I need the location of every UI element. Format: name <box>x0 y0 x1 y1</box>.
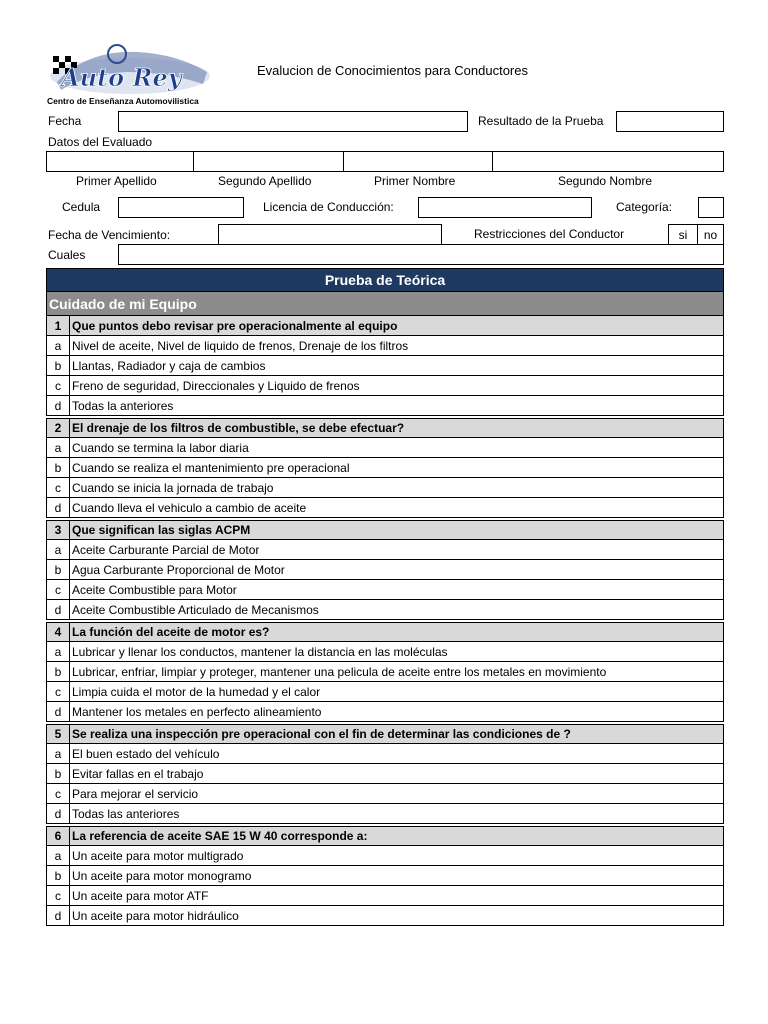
option-letter: d <box>47 600 70 619</box>
answer-option-row[interactable] <box>46 438 724 458</box>
option-letter: d <box>47 804 70 823</box>
option-letter: a <box>47 642 70 661</box>
test-banner: Prueba de Teórica <box>46 268 724 292</box>
option-text: Todas la anteriores <box>72 398 174 413</box>
answer-option-row[interactable] <box>46 702 724 722</box>
question-number: 5 <box>47 725 70 743</box>
question-text: La referencia de aceite SAE 15 W 40 corresponde a: <box>72 829 368 843</box>
resultado-field[interactable] <box>616 111 724 132</box>
answer-option-row[interactable] <box>46 866 724 886</box>
option-letter: c <box>47 580 70 599</box>
answer-option-row[interactable] <box>46 886 724 906</box>
option-text: Un aceite para motor monogramo <box>72 868 252 883</box>
answer-option-row[interactable] <box>46 846 724 866</box>
answer-option-row[interactable] <box>46 744 724 764</box>
option-text: Evitar fallas en el trabajo <box>72 766 204 781</box>
option-letter: a <box>47 336 70 355</box>
question-number: 4 <box>47 623 70 641</box>
option-letter: b <box>47 764 70 783</box>
no-option[interactable]: no <box>697 224 724 245</box>
option-text: Cuando se termina la labor diaria <box>72 440 249 455</box>
primer-nombre-label: Primer Nombre <box>374 174 456 188</box>
datos-label: Datos del Evaluado <box>48 135 153 149</box>
option-letter: d <box>47 396 70 415</box>
question-text: Que significan las siglas ACPM <box>72 523 251 537</box>
answer-option-row[interactable] <box>46 396 724 416</box>
segundo-apellido-field[interactable] <box>193 151 344 172</box>
primer-apellido-field[interactable] <box>46 151 194 172</box>
restricciones-label: Restricciones del Conductor <box>474 227 625 241</box>
answer-option-row[interactable] <box>46 906 724 926</box>
licencia-field[interactable] <box>418 197 592 218</box>
primer-apellido-label: Primer Apellido <box>76 174 157 188</box>
answer-option-row[interactable] <box>46 580 724 600</box>
option-text: Aceite Combustible Articulado de Mecanismos <box>72 602 319 617</box>
question-row <box>46 724 724 744</box>
segundo-nombre-field[interactable] <box>492 151 724 172</box>
option-text: Un aceite para motor ATF <box>72 888 209 903</box>
question-number: 2 <box>47 419 70 437</box>
option-text: Freno de seguridad, Direccionales y Liquido de frenos <box>72 378 360 393</box>
answer-option-row[interactable] <box>46 662 724 682</box>
cuales-field[interactable] <box>118 244 724 265</box>
option-text: Un aceite para motor hidráulico <box>72 908 239 923</box>
option-letter: a <box>47 744 70 763</box>
section-header: Cuidado de mi Equipo <box>46 292 724 316</box>
option-letter: d <box>47 498 70 517</box>
fecha-label: Fecha <box>48 114 82 128</box>
segundo-nombre-label: Segundo Nombre <box>558 174 653 188</box>
svg-text:Auto Rey: Auto Rey <box>61 63 182 92</box>
answer-option-row[interactable] <box>46 560 724 580</box>
answer-option-row[interactable] <box>46 376 724 396</box>
cuales-label: Cuales <box>48 248 86 262</box>
question-text: El drenaje de los filtros de combustible, se debe efectuar? <box>72 421 405 435</box>
question-number: 1 <box>47 316 70 335</box>
option-letter: c <box>47 478 70 497</box>
option-letter: c <box>47 784 70 803</box>
option-letter: d <box>47 906 70 925</box>
option-text: Cuando se inicia la jornada de trabajo <box>72 480 274 495</box>
question-text: Que puntos debo revisar pre operacionalmente al equipo <box>72 318 398 333</box>
question-row <box>46 622 724 642</box>
question-row <box>46 316 724 336</box>
answer-option-row[interactable] <box>46 642 724 662</box>
primer-nombre-field[interactable] <box>343 151 493 172</box>
option-text: Un aceite para motor multigrado <box>72 848 244 863</box>
categoria-label: Categoría: <box>616 200 673 214</box>
answer-option-row[interactable] <box>46 356 724 376</box>
option-letter: b <box>47 560 70 579</box>
categoria-field[interactable] <box>698 197 724 218</box>
option-letter: c <box>47 376 70 395</box>
resultado-label: Resultado de la Prueba <box>478 114 604 128</box>
option-letter: a <box>47 438 70 457</box>
option-letter: a <box>47 846 70 865</box>
option-text: Para mejorar el servicio <box>72 786 199 801</box>
vencimiento-field[interactable] <box>218 224 442 245</box>
option-text: Todas las anteriores <box>72 806 180 821</box>
option-text: Aceite Combustible para Motor <box>72 582 237 597</box>
segundo-apellido-label: Segundo Apellido <box>218 174 312 188</box>
cedula-label: Cedula <box>62 200 101 214</box>
cedula-field[interactable] <box>118 197 244 218</box>
question-number: 3 <box>47 521 70 539</box>
option-text: Mantener los metales en perfecto alineamiento <box>72 704 322 719</box>
option-text: Lubricar, enfriar, limpiar y proteger, mantener una pelicula de aceite entre los metales en movimiento <box>72 664 607 679</box>
answer-option-row[interactable] <box>46 804 724 824</box>
option-text: Nivel de aceite, Nivel de liquido de frenos, Drenaje de los filtros <box>72 338 409 353</box>
option-text: Agua Carburante Proporcional de Motor <box>72 562 285 577</box>
option-letter: c <box>47 886 70 905</box>
option-letter: b <box>47 356 70 375</box>
option-letter: b <box>47 662 70 681</box>
question-row <box>46 418 724 438</box>
answer-option-row[interactable] <box>46 540 724 560</box>
question-number: 6 <box>47 827 70 845</box>
logo-graphic <box>47 42 213 98</box>
question-text: Se realiza una inspección pre operacional con el fin de determinar las condiciones de ? <box>72 727 571 741</box>
option-letter: a <box>47 540 70 559</box>
option-letter: b <box>47 866 70 885</box>
fecha-field[interactable] <box>118 111 468 132</box>
question-text: La función del aceite de motor es? <box>72 625 270 639</box>
option-letter: c <box>47 682 70 701</box>
answer-option-row[interactable] <box>46 682 724 702</box>
option-letter: b <box>47 458 70 477</box>
answer-option-row[interactable] <box>46 600 724 620</box>
answer-option-row[interactable] <box>46 478 724 498</box>
vencimiento-label: Fecha de Vencimiento: <box>48 228 171 242</box>
option-letter: d <box>47 702 70 721</box>
test-table <box>46 268 724 926</box>
option-text: Lubricar y llenar los conductos, mantener la distancia en las moléculas <box>72 644 448 659</box>
si-option[interactable]: si <box>668 224 698 245</box>
questions-list <box>46 316 724 926</box>
option-text: El buen estado del vehículo <box>72 746 220 761</box>
question-row <box>46 826 724 846</box>
option-text: Cuando lleva el vehiculo a cambio de aceite <box>72 500 307 515</box>
logo-subtitle: Centro de Enseñanza Automovilistica <box>47 96 199 106</box>
option-text: Cuando se realiza el mantenimiento pre operacional <box>72 460 350 475</box>
answer-option-row[interactable] <box>46 458 724 478</box>
answer-option-row[interactable] <box>46 336 724 356</box>
question-row <box>46 520 724 540</box>
page-title: Evalucion de Conocimientos para Conductores <box>257 63 528 78</box>
licencia-label: Licencia de Conducción: <box>263 200 394 214</box>
answer-option-row[interactable] <box>46 498 724 518</box>
answer-option-row[interactable] <box>46 764 724 784</box>
answer-option-row[interactable] <box>46 784 724 804</box>
option-text: Llantas, Radiador y caja de cambios <box>72 358 266 373</box>
option-text: Aceite Carburante Parcial de Motor <box>72 542 260 557</box>
option-text: Limpia cuida el motor de la humedad y el calor <box>72 684 321 699</box>
